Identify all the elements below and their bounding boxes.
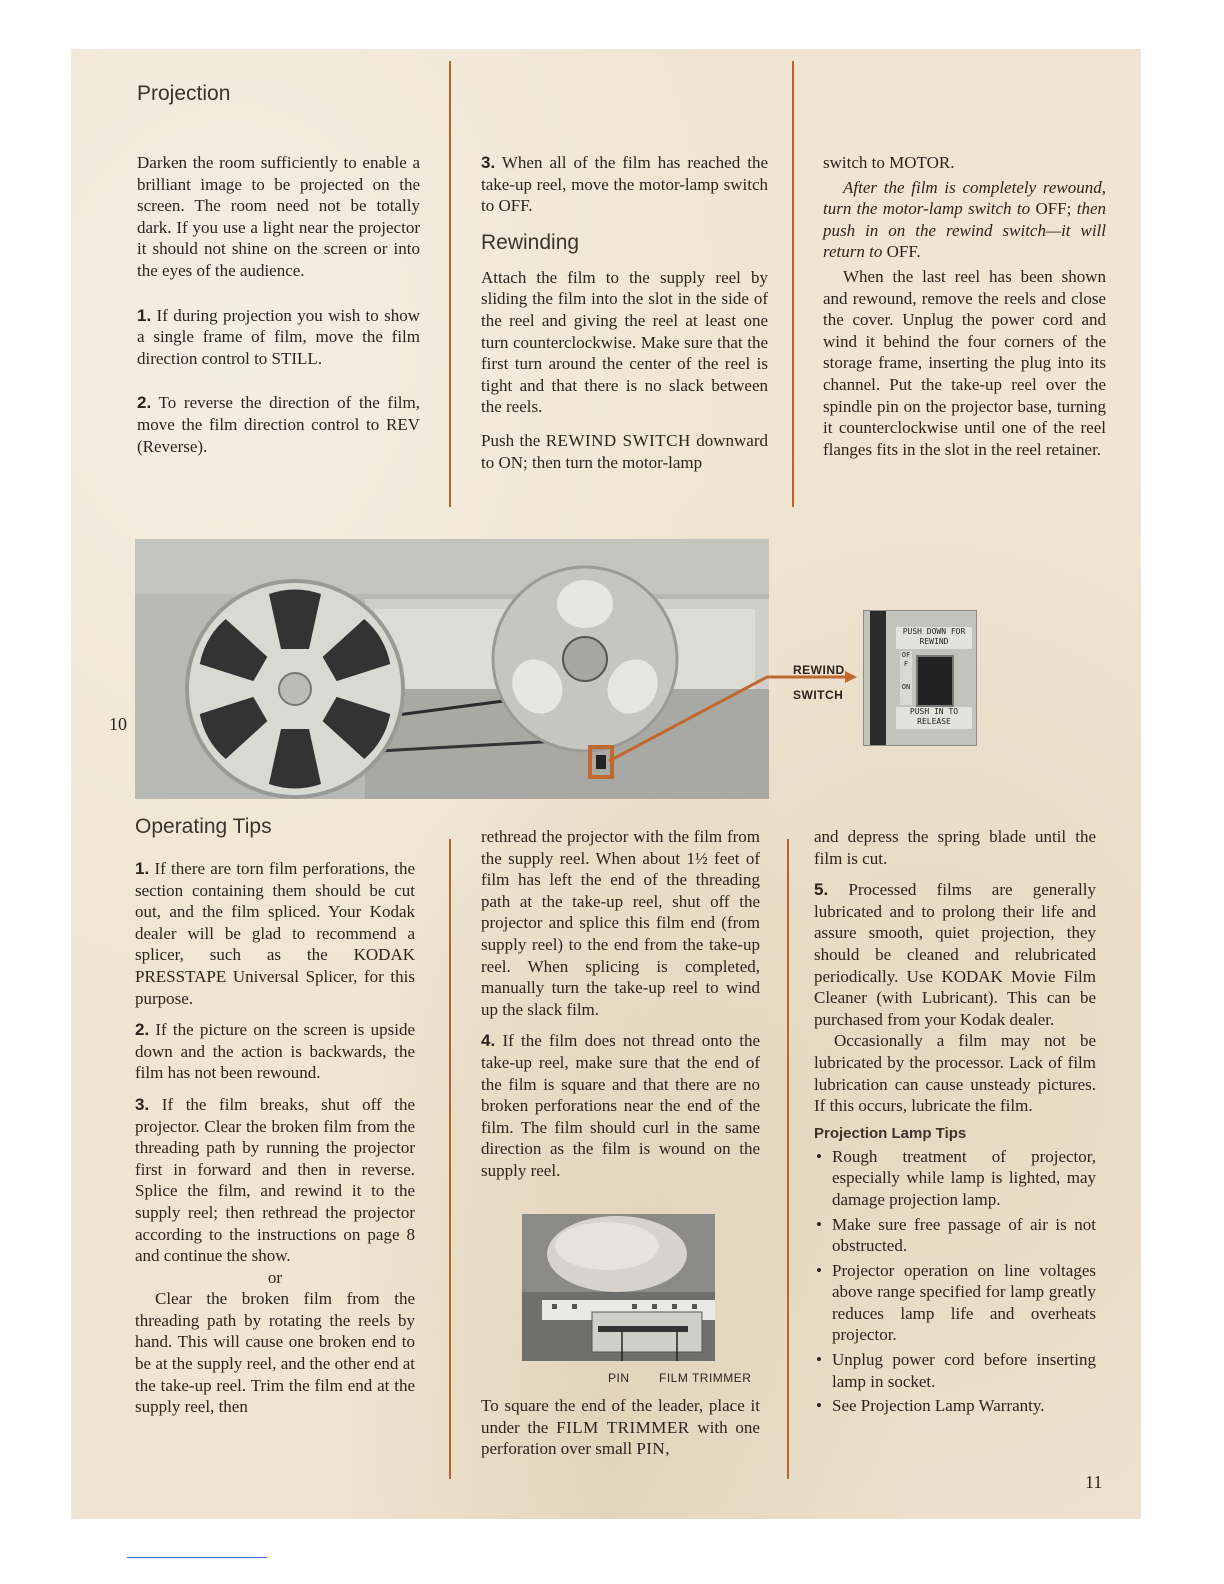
rewind-switch-term: REWIND SWITCH xyxy=(545,430,691,450)
callout-pointer xyxy=(601,649,901,769)
item-number: 1. xyxy=(135,859,150,878)
item-text: If the film does not thread onto the take-up reel, make sure that the end of the film is square and that there are no broken perforations near the end of the film. The film should curl in the same direction as the film is wound on the supply reel. xyxy=(481,1031,761,1180)
item-number: 1. xyxy=(137,305,152,325)
label-line: SWITCH xyxy=(793,688,844,702)
operating-tips-column xyxy=(135,858,415,1418)
trimmer-instruction-block xyxy=(481,1395,760,1460)
operating-tips-column-2 xyxy=(481,826,760,1182)
rewinding-column xyxy=(481,152,768,473)
rewinding-italic-note xyxy=(823,177,1106,263)
switch-off-label: OFF xyxy=(900,651,912,705)
list-item: • See Projection Lamp Warranty. xyxy=(814,1395,1096,1417)
rewinding-para-1: Attach the film to the supply reel by sliding the film into the slot in the side of the reel and giving the reel at least one turn counterclockwise. Make sure that the first turn around the center of the reel is tight and that there is no slack between the reels. xyxy=(481,267,768,417)
heading-rewinding: Rewinding xyxy=(481,230,580,254)
text-run: , xyxy=(665,1439,670,1459)
switch-on-label: ON xyxy=(900,683,912,703)
item-number: 5. xyxy=(814,880,829,900)
lubrication-para: Occasionally a film may not be lubricated by the processor. Lack of film lubrication can cause unsteady pictures. If this occurs, lubricate the film. xyxy=(814,1031,1096,1116)
tip-5 xyxy=(814,879,1096,1030)
text-run: with one perforation over small xyxy=(481,1417,760,1459)
text-run: downward to ON; then turn the motor-lamp xyxy=(481,430,768,472)
storage-para: When the last reel has been shown and rewound, remove the reels and close the cover. Unplug the power cord and wind it behind the four corners of the storage frame, inserting the plug into its channel. Put the take-up reel over the spindle pin on the projector base, turning it counterclockwise until one of the reel flanges fits in the slot in the reel retainer. xyxy=(823,266,1106,459)
item-text: Processed films are generally lubricated and to prolong their life and assure smooth, quiet projection, they should be cleaned and relubricated periodically. Use KODAK Movie Film Cleaner (with Lubricant). This can be purchased from your Kodak dealer. xyxy=(814,880,1096,1029)
tip-3 xyxy=(135,1094,415,1267)
film-trimmer-illustration xyxy=(522,1214,715,1361)
rewinding-continued: switch to MOTOR. xyxy=(823,153,955,172)
heading-lamp-tips: Projection Lamp Tips xyxy=(814,1124,967,1142)
item-number: 2. xyxy=(137,393,152,413)
column-divider xyxy=(792,61,794,507)
text-run: OFF. xyxy=(886,242,921,262)
heading-projection: Projection xyxy=(137,82,231,105)
tip-4 xyxy=(481,1030,760,1181)
projection-column xyxy=(137,152,420,457)
item-number: 4. xyxy=(481,1031,496,1051)
item-text: When all of the film has reached the take-up reel, move the motor-lamp switch to OFF. xyxy=(481,153,768,216)
item-text: If there are torn film perforations, the section containing them should be cut out, and the film spliced. Your Kodak dealer will be glad to recommend a splicer, such as the KODAK PRESSTAPE Universal Splicer, for this purpose. xyxy=(135,859,416,1008)
page-number-right: 11 xyxy=(1085,1472,1103,1492)
item-number: 2. xyxy=(135,1020,150,1040)
switch-top-plate: PUSH DOWN FOR REWIND xyxy=(896,627,972,649)
text-run: After the film is completely rewound, turn the motor-lamp switch to xyxy=(823,177,1106,219)
lamp-tips-list xyxy=(814,1146,1096,1417)
projection-item-2 xyxy=(137,392,420,457)
item-number: 3. xyxy=(481,153,496,172)
rewinding-para-2 xyxy=(481,430,768,473)
rewinding-column-continued xyxy=(823,152,1106,460)
column-divider xyxy=(449,839,451,1479)
page-number-left: 10 xyxy=(109,714,127,734)
column-divider xyxy=(449,61,451,507)
switch-bottom-plate: PUSH IN TO RELEASE xyxy=(896,707,972,729)
operating-tips-column-3 xyxy=(814,826,1096,1420)
link-underline xyxy=(127,1557,267,1558)
list-item: • Make sure free passage of air is not obstructed. xyxy=(814,1214,1096,1257)
tip-1 xyxy=(135,858,415,1009)
item-text: To reverse the direction of the film, move the film direction control to REV (Reverse). xyxy=(137,393,420,456)
text-run: OFF; xyxy=(1035,199,1072,219)
film-trimmer-photo xyxy=(522,1214,715,1361)
list-item: • Unplug power cord before inserting lamp in socket. xyxy=(814,1349,1096,1392)
tip-3-alternative: Clear the broken film from the threading path by rotating the reels by hand. This will cause one broken end to be at the supply reel, and the other end at the take-up reel. Trim the film end at the supply reel, then xyxy=(135,1289,415,1417)
pin-term: PIN xyxy=(636,1439,666,1459)
list-item: • Projector operation on line voltages above range specified for lamp greatly reduces lamp life and overheats projector. xyxy=(814,1260,1096,1346)
projection-intro: Darken the room sufficiently to enable a brilliant image to be projected on the screen. The room need not be totally dark. If you use a light near the projector it should not shine on the screen or into the eyes of the audience. xyxy=(137,153,420,280)
item-text: If during projection you wish to show a single frame of film, move the film direction control to STILL. xyxy=(137,305,421,368)
item-number: 3. xyxy=(135,1094,150,1114)
item-text: If the picture on the screen is upside down and the action is backwards, the film has not been rewound. xyxy=(135,1020,415,1083)
trimmer-instruction xyxy=(481,1395,760,1460)
column-divider xyxy=(787,839,789,1479)
list-item: • Rough treatment of projector, especially while lamp is lighted, may damage projection lamp. xyxy=(814,1146,1096,1211)
projection-item-3 xyxy=(481,152,768,217)
tip-4-continued: and depress the spring blade until the film is cut. xyxy=(814,827,1096,868)
text-run: Push the xyxy=(481,430,546,450)
rewind-switch-photo xyxy=(863,610,977,746)
text-run: then push in on the rewind switch—it will return to xyxy=(823,199,1106,262)
manual-page xyxy=(71,49,1141,1519)
text-run: To square the end of the leader, place it under the xyxy=(481,1396,760,1437)
switch-shadow xyxy=(870,611,886,745)
film-trimmer-label: FILM TRIMMER xyxy=(659,1371,752,1385)
tip-2 xyxy=(135,1019,415,1084)
pin-label: PIN xyxy=(608,1371,630,1385)
or-separator: or xyxy=(267,1267,283,1287)
tip-3-continued: rethread the projector with the film from the supply reel. When about 1½ feet of film has left the end of the threading path at the take-up reel, shut off the projector and splice this film end (from supply reel) to the end from the take-up reel. When splicing is completed, manually turn the take-up reel to wind up the slack film. xyxy=(481,827,760,1019)
film-trimmer-term: FILM TRIMMER xyxy=(556,1417,690,1437)
heading-operating-tips: Operating Tips xyxy=(135,815,272,838)
label-line: REWIND xyxy=(793,663,845,677)
rewind-switch-label xyxy=(793,658,845,708)
item-text: If the film breaks, shut off the projector. Clear the broken film from the threading path by running the projector first in forward and then in reverse. Splice the film, and rewind it to the supply reel; then rethread the projector according to the instructions on page 8 and continue the show. xyxy=(135,1094,415,1266)
projection-item-1 xyxy=(137,305,420,370)
switch-lever xyxy=(916,655,954,707)
